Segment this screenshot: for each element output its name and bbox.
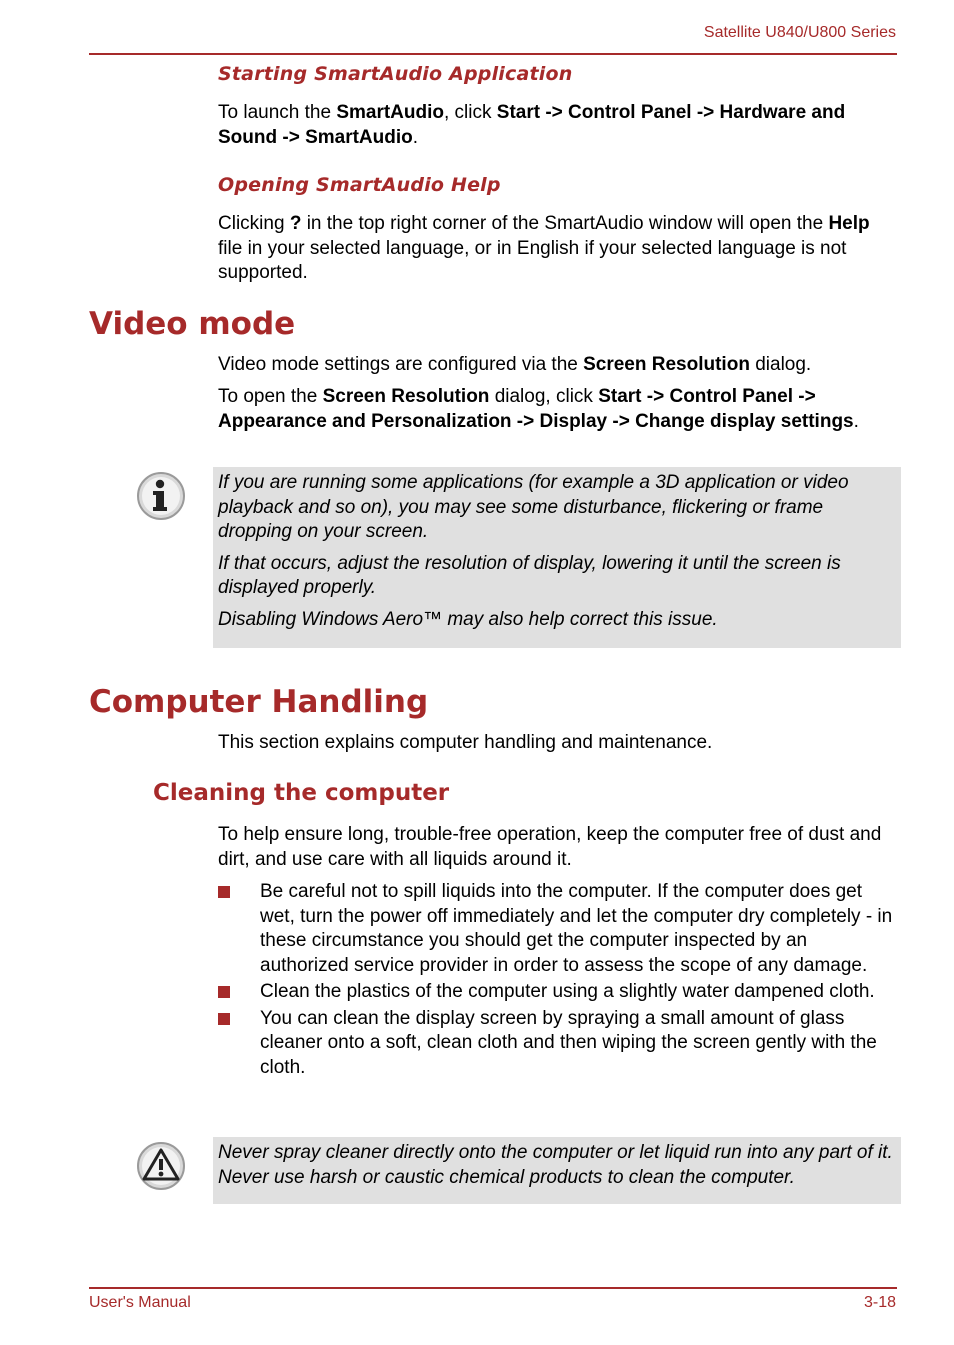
footer-manual-label: User's Manual — [89, 1294, 191, 1311]
warning-text: Never spray cleaner directly onto the computer or let liquid run into any part of it. Never use harsh or caustic chemical products to clean the computer. — [218, 1142, 893, 1188]
starting-smartaudio-paragraph: To launch the SmartAudio, click Start -> Control Panel -> Hardware and Sound -> SmartAudio. — [218, 102, 846, 148]
note-paragraph: If you are running some applications (for example a 3D application or video playback and so on), you may see some disturbance, flickering or frame dropping on your screen. — [218, 472, 849, 542]
page-number: 3-18 — [863, 1294, 896, 1311]
computer-handling-heading: Computer Handling — [89, 684, 429, 720]
opening-help-paragraph: Clicking ? in the top right corner of the SmartAudio window will open the Help file in your selected language, or in English if your selected language is not supported. — [218, 213, 870, 283]
bullet-square-icon — [218, 986, 230, 998]
list-item: Clean the plastics of the computer using a slightly water dampened cloth. — [218, 980, 898, 1005]
list-item: Be careful not to spill liquids into the computer. If the computer does get wet, turn the power off immediately and let the computer dry completely - in these circumstance you should get the computer inspected by an authorized service provider in order to assess the scope of any damage. — [218, 880, 898, 978]
running-header: Satellite U840/U800 Series — [703, 24, 896, 41]
cleaning-paragraph: To help ensure long, trouble-free operation, keep the computer free of dust and dirt, and use care with all liquids around it. — [218, 824, 882, 870]
list-item: You can clean the display screen by spraying a small amount of glass cleaner onto a soft, clean cloth and then wiping the screen gently with the cloth. — [218, 1007, 898, 1081]
bullet-square-icon — [218, 886, 230, 898]
note-paragraph: Disabling Windows Aero™ may also help correct this issue. — [218, 608, 718, 630]
bullet-square-icon — [218, 1013, 230, 1025]
video-mode-note — [213, 467, 901, 648]
starting-smartaudio-heading: Starting SmartAudio Application — [218, 63, 573, 85]
warning-icon — [136, 1141, 186, 1191]
header-rule — [89, 53, 897, 55]
video-mode-heading: Video mode — [89, 306, 296, 342]
opening-help-heading: Opening SmartAudio Help — [218, 174, 501, 196]
note-paragraph: If that occurs, adjust the resolution of display, lowering it until the screen is displayed properly. — [218, 552, 841, 598]
cleaning-bullet-list — [218, 880, 898, 1082]
info-icon — [136, 471, 186, 521]
cleaning-warning-note — [213, 1137, 901, 1204]
video-mode-line1: Video mode settings are configured via the Screen Resolution dialog. — [218, 354, 812, 375]
computer-handling-intro: This section explains computer handling and maintenance. — [218, 732, 713, 753]
footer-rule — [89, 1287, 897, 1289]
video-mode-line2: To open the Screen Resolution dialog, click Start -> Control Panel -> Appearance and Personalization -> Display -> Change display settings. — [218, 386, 859, 432]
cleaning-heading: Cleaning the computer — [153, 780, 450, 806]
